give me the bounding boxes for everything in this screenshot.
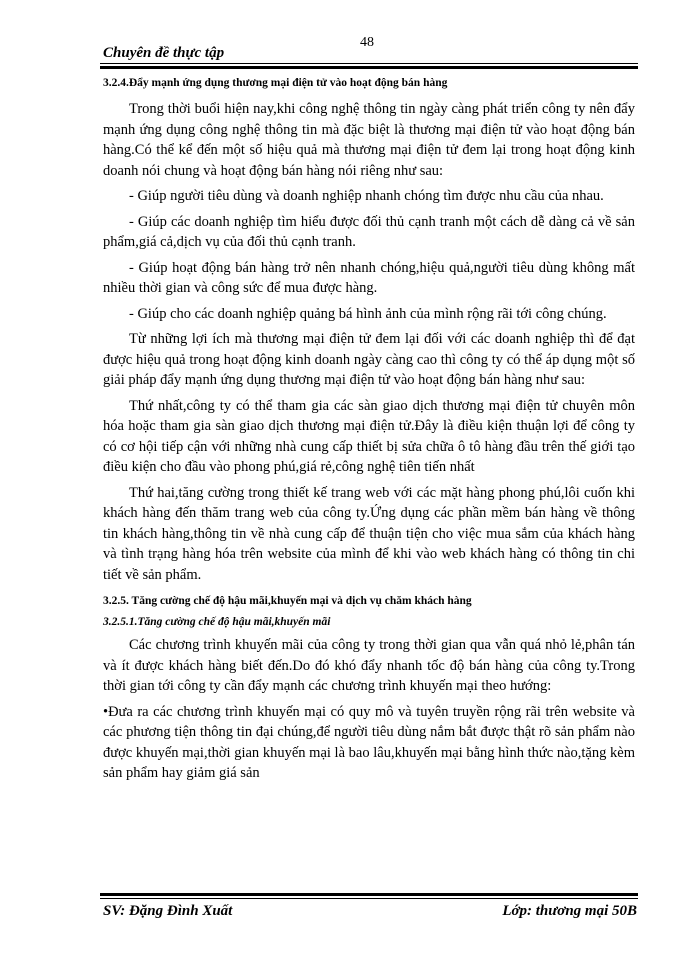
section-heading-3-2-5-1: 3.2.5.1.Tăng cường chế độ hậu mãi,khuyến mãi — [103, 616, 331, 628]
bullet-item: - Giúp hoạt động bán hàng trở nên nhanh chóng,hiệu quả,người tiêu dùng không mất nhiều thời gian và công sức để mua được hàng. — [103, 259, 635, 296]
section-heading-3-2-5: 3.2.5. Tăng cường chế độ hậu mãi,khuyến mại và dịch vụ chăm khách hàng — [103, 595, 472, 607]
header-rule-thin — [100, 63, 638, 64]
bullet-item: - Giúp cho các doanh nghiệp quảng bá hình ảnh của mình rộng rãi tới công chúng. — [129, 305, 607, 322]
paragraph: Thứ nhất,công ty có thể tham gia các sàn giao dịch thương mại điện tử chuyên môn hóa hoặc tham gia sàn giao dịch thương mại điện tử.Đây là điều kiện thuận lợi để công ty có cơ hội tiếp cận với những nhà cung cấp thiết bị sửa chữa ô tô hàng đầu trên thế giới tạo điều kiện cho đầu vào phong phú,giá rẻ,công nghệ tiên tiến nhất — [103, 397, 635, 475]
bullet-item: - Giúp các doanh nghiệp tìm hiểu được đối thủ cạnh tranh một cách dễ dàng cả về sản phẩm,giá cả,dịch vụ của đối thủ cạnh tranh. — [103, 213, 635, 250]
footer-rule-thin — [100, 898, 638, 899]
page-content — [103, 70, 635, 784]
footer-class: Lớp: thương mại 50B — [502, 903, 637, 919]
section-heading-3-2-4: 3.2.4.Đẩy mạnh ứng dụng thương mại điện tử vào hoạt động bán hàng — [103, 77, 448, 89]
footer-rule-thick — [100, 893, 638, 896]
bullet-item: •Đưa ra các chương trình khuyến mại có quy mô và tuyên truyền rộng rãi trên website và các phương tiện thông tin đại chúng,để người tiêu dùng nắm bắt được thật rõ sản phẩm nào được khuyến mại,thời gian khuyến mại là bao lâu,khuyến mại bằng hình thức nào,tặng kèm sản phẩm hay giảm giá sản — [103, 703, 635, 781]
header-rule-thick — [100, 66, 638, 69]
header-title: Chuyên đề thực tập — [103, 45, 225, 61]
footer-student: SV: Đặng Đình Xuất — [103, 903, 233, 919]
page-number: 48 — [360, 35, 374, 50]
paragraph: Từ những lợi ích mà thương mại điện tử đem lại đối với các doanh nghiệp thì để đạt được hiệu quả trong hoạt động kinh doanh ngày càng cao thì công ty có thể áp dụng một số giải pháp đẩy mạnh ứng dụng thương mại điện tử vào hoạt động bán hàng như sau: — [103, 331, 635, 388]
paragraph: Trong thời buổi hiện nay,khi công nghệ thông tin ngày càng phát triển công ty nên đẩy mạnh ứng dụng công nghệ thông tin mà đặc biệt là thương mại điện tử vào hoạt động bán hàng.Có thể kể đến một số hiệu quả mà thương mại điện tử đem lại trong hoạt động kinh doanh nói chung và hoạt động bán hàng nói riêng như sau: — [103, 101, 635, 179]
paragraph: Thứ hai,tăng cường trong thiết kế trang web với các mặt hàng phong phú,lôi cuốn khi khách hàng đến thăm trang web của công ty.Ứng dụng các phần mềm bán hàng về thông tin khách hàng,thông tin về nhà cung cấp để thuận tiện cho việc mua sắm của khách hàng và tình trạng hàng hóa trên website của mình để khi vào web khách hàng có thông tin chi tiết về sản phẩm. — [103, 484, 635, 583]
bullet-item: - Giúp người tiêu dùng và doanh nghiệp nhanh chóng tìm được nhu cầu của nhau. — [129, 188, 604, 204]
paragraph: Các chương trình khuyến mãi của công ty trong thời gian qua vẫn quá nhỏ lẻ,phân tán và ít được khách hàng biết đến.Do đó khó đẩy nhanh tốc độ bán hàng của công ty.Trong thời gian tới công ty cần đẩy mạnh các chương trình khuyến mại theo hướng: — [103, 637, 635, 694]
